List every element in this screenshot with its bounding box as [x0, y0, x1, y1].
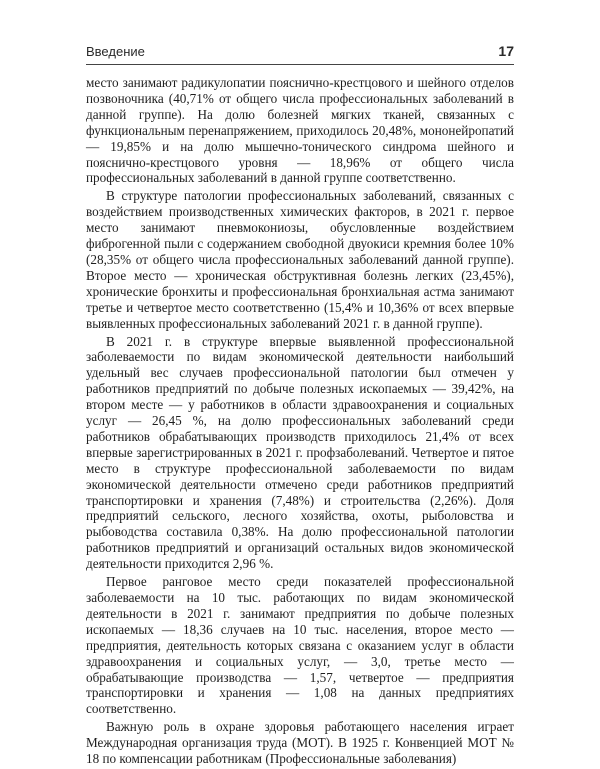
running-header: [86, 44, 514, 62]
page-number: 17: [498, 43, 514, 59]
header-rule: [86, 64, 514, 65]
paragraph: Важную роль в охране здоровья работающего населения играет Международная организация труда (МОТ). В 1925 г. Конвенцией МОТ № 18 по компенсации работникам (Профессиональные заболевания): [86, 719, 514, 767]
body-text: [86, 75, 514, 769]
paragraph: место занимают радикулопатии пояснично-крестцового и шейного отделов позвоночника (40,71% от общего числа профессиональных заболеваний в данной группе). На долю болезней мягких тканей, связанных с функциональным перенапряжением, приходилось 20,48%, мононейропатий — 19,85% и на долю мышечно-тонического синдрома шейного и пояснично-крестцового уровня — 18,96% от общего числа профессиональных заболеваний в данной группе соответственно.: [86, 75, 514, 186]
section-title: Введение: [86, 44, 145, 59]
paragraph: Первое ранговое место среди показателей профессиональной заболеваемости на 10 тыс. работающих по видам экономической деятельности в 2021 г. занимают предприятия по добыче полезных ископаемых — 18,36 случаев на 10 тыс. населения, второе место — предприятия, деятельность которых связана с оказанием услуг в области здравоохранения и социальных услуг, — 3,0, третье место — обрабатывающие производства — 1,57, четвертое — предприятия транспортировки и хранения — 1,08 на данных предприятиях соответственно.: [86, 574, 514, 717]
paragraph: В структуре патологии профессиональных заболеваний, связанных с воздействием производственных химических факторов, в 2021 г. первое место занимают пневмокониозы, обусловленные воздействием фиброгенной пыли с содержанием свободной двуокиси кремния более 10% (28,35% от общего числа профессиональных заболеваний данной группе). Второе место — хроническая обструктивная болезнь легких (23,45%), хронические бронхиты и профессиональная бронхиальная астма занимают третье и четвертое место соответственно (15,4% и 10,36% от всех впервые выявленных профессиональных заболеваний 2021 г. в данной группе).: [86, 188, 514, 331]
paragraph: В 2021 г. в структуре впервые выявленной профессиональной заболеваемости по видам экономической деятельности наибольший удельный вес случаев профессиональной патологии был отмечен у работников предприятий по добыче полезных ископаемых — 39,42%, на втором месте — у работников в области здравоохранения и социальных услуг — 26,45 %, на долю профессиональных заболеваний среди работников обрабатывающих производств приходилось 21,4% от всех впервые зарегистрированных в 2021 г. профзаболеваний. Четвертое и пятое место в структуре профессиональной заболеваемости по видам экономической деятельности отмечено среди работников предприятий транспортировки и хранения (7,48%) и строительства (2,26%). Доля предприятий сельского, лесного хозяйства, охоты, рыболовства и рыбоводства составила 0,38%. На долю профессиональной патологии работников предприятий и организаций остальных видов экономической деятельности приходится 2,96 %.: [86, 333, 514, 572]
